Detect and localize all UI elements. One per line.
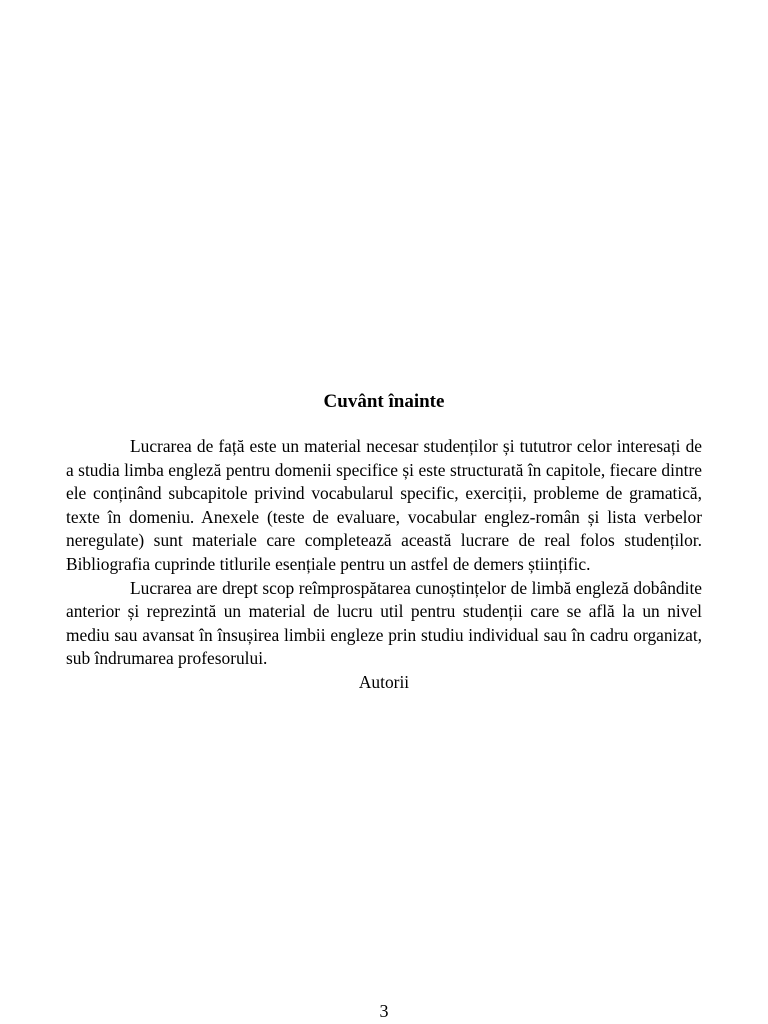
- paragraph-2: Lucrarea are drept scop reîmprospătarea cunoștințelor de limbă engleză dobândite anterior și reprezintă un material de lucru util pentru studenții care se află la un nivel mediu sau avansat în însușirea limbii engleze prin studiu individual sau în cadru organizat, sub îndrumarea profesorului.: [66, 577, 702, 669]
- paragraph-1: Lucrarea de față este un material necesar studenților și tututror celor interesați de a studia limba engleză pentru domenii specifice și este structurată în capitole, fiecare dintre ele conținând subcapitole privind vocabularul specific, exerciții, probleme de gramatică, texte în domeniu. Anexele (teste de evaluare, vocabular englez-român și lista verbelor neregulate) sunt materiale care completează această lucrare de real folos studenților. Bibliografia cuprinde titlurile esențiale pentru un astfel de demers științific.: [66, 436, 702, 574]
- page-title: Cuvânt înainte: [323, 391, 445, 412]
- document-body: [66, 435, 702, 695]
- signature: Autorii: [358, 671, 410, 692]
- page-number: 3: [379, 1001, 389, 1021]
